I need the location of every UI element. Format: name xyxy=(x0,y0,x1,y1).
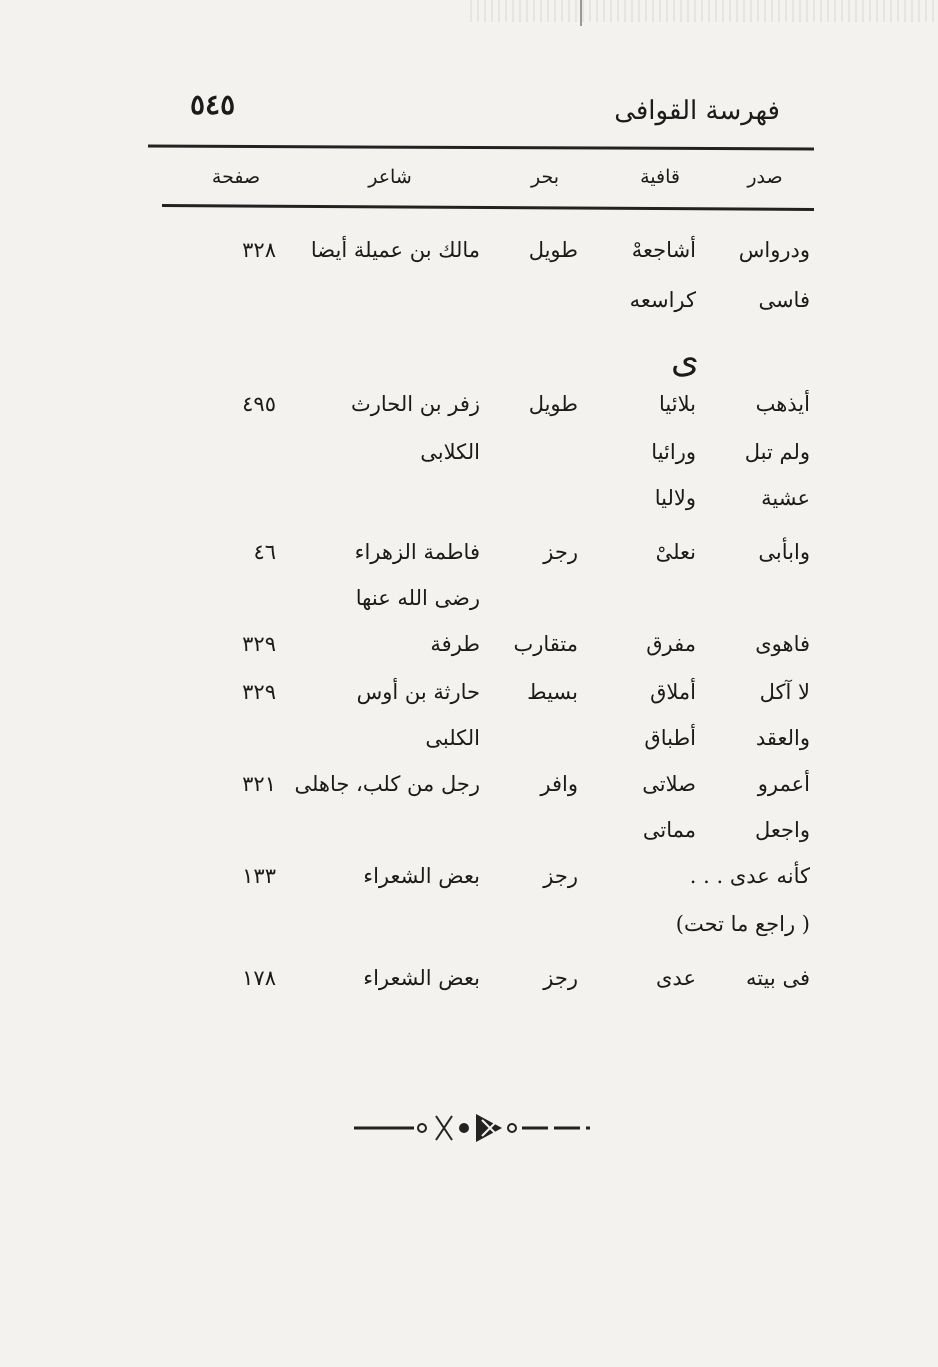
cell-sadr: ولم تبل xyxy=(744,440,810,464)
column-header-sadr: صدر xyxy=(747,166,783,188)
cell-safha: ٣٢٨ xyxy=(242,238,276,262)
page-number: ٥٤٥ xyxy=(190,88,236,121)
cell-sadr: كأنه عدى . . . xyxy=(689,864,810,888)
column-header-safha: صفحة xyxy=(211,166,261,188)
cell-sadr: فاسى xyxy=(758,288,810,312)
cell-sadr: فى بيته xyxy=(746,966,810,990)
table-row xyxy=(0,818,938,858)
cell-sadr: ودرواس xyxy=(738,238,810,262)
column-header-bahr: بحر xyxy=(530,166,560,188)
scan-mark xyxy=(580,0,582,26)
cell-safha: ٤٦ xyxy=(253,540,276,564)
cell-sadr: أعمرو xyxy=(757,772,810,796)
scan-smudge xyxy=(470,0,938,22)
table-row xyxy=(0,864,938,904)
cell-shair: الكلابى xyxy=(420,440,480,464)
table-row xyxy=(0,632,938,672)
table-row xyxy=(0,288,938,328)
header-rule-bottom xyxy=(162,204,814,211)
table-row xyxy=(0,680,938,720)
cell-qafiya: أملاق xyxy=(650,680,696,704)
cell-qafiya: أطباق xyxy=(644,726,696,750)
cell-sadr: واجعل xyxy=(755,818,810,842)
cell-sadr: فاهوى xyxy=(755,632,810,656)
ornament-divider-icon xyxy=(352,1108,592,1148)
cell-bahr: بسيط xyxy=(527,680,578,704)
cell-shair: طرفة xyxy=(430,632,480,656)
cell-shair: زفر بن الحارث xyxy=(350,392,480,416)
cell-bahr: رجز xyxy=(543,540,578,564)
cell-qafiya: أشاجعهْ xyxy=(631,238,696,262)
cell-qafiya: كراسعه xyxy=(629,288,696,312)
cell-qafiya: ولاليا xyxy=(654,486,696,510)
cell-shair: بعض الشعراء xyxy=(363,864,480,888)
cell-qafiya: نعلىْ xyxy=(655,540,696,564)
cell-qafiya: مماتى xyxy=(642,818,696,842)
table-row xyxy=(0,392,938,432)
column-header-qafiya: قافية xyxy=(640,166,680,188)
cell-shair: الكلبى xyxy=(425,726,480,750)
table-row xyxy=(0,966,938,1006)
cell-bahr: متقارب xyxy=(513,632,578,656)
cell-safha: ١٧٨ xyxy=(242,966,276,990)
table-row xyxy=(0,772,938,812)
cell-sadr: والعقد xyxy=(755,726,810,750)
header-rule-top xyxy=(148,145,814,151)
cell-sadr: عشية xyxy=(761,486,810,510)
table-row xyxy=(0,486,938,526)
cell-sadr: لا آكل xyxy=(759,680,810,704)
cell-qafiya: عدى xyxy=(656,966,696,990)
table-row xyxy=(0,586,938,626)
cell-shair: رضى الله عنها xyxy=(355,586,480,610)
cell-safha: ١٣٣ xyxy=(242,864,276,888)
cell-qafiya: مفرق xyxy=(646,632,696,656)
cell-shair: فاطمة الزهراء xyxy=(354,540,480,564)
cell-qafiya: بلائيا xyxy=(659,392,696,416)
cell-safha: ٣٢٩ xyxy=(242,680,276,704)
table-header xyxy=(0,166,938,202)
cell-shair: بعض الشعراء xyxy=(363,966,480,990)
cell-bahr: طويل xyxy=(528,392,578,416)
cell-sadr: وابأبى xyxy=(758,540,810,564)
cell-bahr: طويل xyxy=(528,238,578,262)
cell-bahr: رجز xyxy=(543,864,578,888)
cell-safha: ٣٢٩ xyxy=(242,632,276,656)
table-row xyxy=(0,540,938,580)
cell-shair: رجل من كلب، جاهلى xyxy=(294,772,480,796)
table-row xyxy=(0,440,938,480)
table-row xyxy=(0,238,938,278)
column-header-shair: شاعر xyxy=(368,166,412,188)
cell-safha: ٤٩٥ xyxy=(242,392,276,416)
cell-shair: حارثة بن أوس xyxy=(356,680,480,704)
cell-qafiya: صلاتى xyxy=(642,772,696,796)
cell-qafiya: ورائيا xyxy=(651,440,696,464)
cell-bahr: وافر xyxy=(540,772,578,796)
table-row xyxy=(0,726,938,766)
cell-sadr: أيذهب xyxy=(755,392,810,416)
cell-safha: ٣٢١ xyxy=(242,772,276,796)
cell-bahr: رجز xyxy=(543,966,578,990)
cell-sadr: ( راجع ما تحت) xyxy=(675,912,810,936)
table-row xyxy=(0,912,938,952)
section-letter: ى xyxy=(670,340,700,381)
page-title: فهرسة القوافى xyxy=(614,96,780,126)
cell-shair: مالك بن عميلة أيضا xyxy=(310,238,480,262)
